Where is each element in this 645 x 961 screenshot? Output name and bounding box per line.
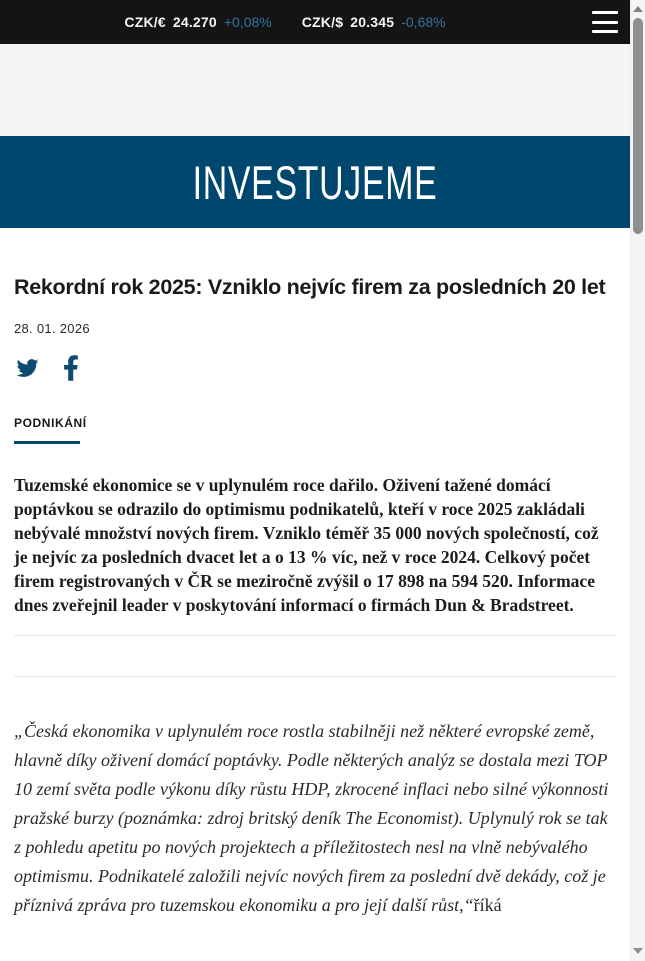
site-logo[interactable]: INVESTUJEME [192,155,438,209]
quote-text: „Česká ekonomika v uplynulém roce rostla stabilněji než některé evropské země, hlavně díky oživení domácí poptávky. Podle některých analýz se dostala mezi TOP 10 zemí světa podle výkonu díky růstu HDP, zkrocené inflaci nebo silné výkonnosti pražské burzy (poznámka: zdroj britský deník The Economist). Uplynulý rok se tak z pohledu apetitu po nových projektech a příležitostech nesl na vlně nebývalého optimismu. Podnikatelé založili nejvíc nových firem za poslední dvě dekády, což je příznivá zpráva pro tuzemskou ekonomiku a pro její další růst,“ [14,721,609,915]
rate-czk-usd[interactable] [302,14,446,30]
scrollbar-thumb[interactable] [633,18,643,234]
scrollbar[interactable] [630,0,645,961]
currency-rates [124,14,445,30]
quote-attribution: říká [473,895,502,915]
top-bar [0,0,630,44]
social-share-row [14,355,616,381]
article-intro: Tuzemské ekonomice se v uplynulém roce dařilo. Oživení tažené domácí poptávkou se odrazilo do optimismu podnikatelů, kteří v roce 2025 zakládali nebývalé množství nových firem. Vzniklo téměř 35 000 nových společností, což je nejvíc za posledních dvacet let a o 13 % víc, než v roce 2024. Celkový počet firem registrovaných v ČR se meziročně zvýšil o 17 898 na 594 520. Informace dnes zveřejnil leader v poskytování informací o firmách Dun & Bradstreet. [14,475,599,615]
ad-gap [14,636,616,676]
masthead [0,136,630,228]
twitter-icon[interactable] [14,357,41,379]
hamburger-menu-icon[interactable] [592,11,618,33]
page-title: Rekordní rok 2025: Vzniklo nejvíc firem za posledních 20 let [14,275,606,299]
rate-czk-usd-value: 20.345 [350,14,395,30]
facebook-icon[interactable] [63,355,79,381]
category-underline [14,441,80,444]
article-content [0,270,630,920]
scroll-up-arrow[interactable] [633,6,643,12]
divider-bottom [14,676,616,677]
rate-czk-eur-change: +0,08% [223,14,272,30]
ad-placeholder-strip [0,44,630,136]
category-tag[interactable]: PODNIKÁNÍ [14,416,87,430]
article-date: 28. 01. 2026 [14,321,90,336]
scroll-down-arrow[interactable] [633,948,643,954]
rate-czk-eur-value: 24.270 [172,14,217,30]
rate-czk-usd-change: -0,68% [401,14,446,30]
rate-czk-eur-pair: CZK/€ [124,14,166,30]
rate-czk-usd-pair: CZK/$ [301,14,344,30]
article-quote [14,717,616,920]
rate-czk-eur[interactable] [124,14,271,30]
